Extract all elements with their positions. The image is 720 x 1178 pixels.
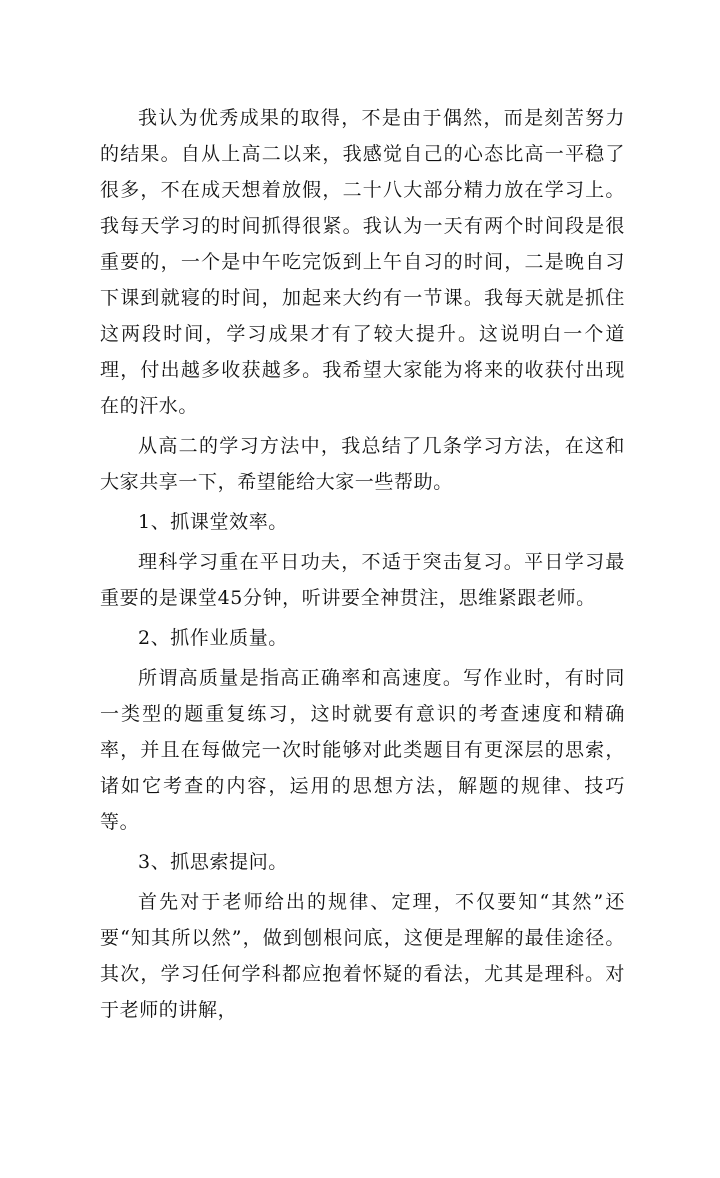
heading-classroom-efficiency: 1、抓课堂效率。 <box>138 511 288 533</box>
document-body <box>100 100 625 1032</box>
paragraph-methods-intro: 从高二的学习方法中，我总结了几条学习方法，在这和大家共享一下，希望能给大家一些帮助。 <box>100 435 625 493</box>
paragraph-classroom-efficiency: 理科学习重在平日功夫，不适于突击复习。平日学习最重要的是课堂45分钟，听讲要全神贯注，思维紧跟老师。 <box>100 551 625 609</box>
heading-thinking-questions: 3、抓思索提问。 <box>138 851 288 873</box>
paragraph-effort: 我认为优秀成果的取得，不是由于偶然，而是刻苦努力的结果。自从上高二以来，我感觉自己的心态比高一平稳了很多，不在成天想着放假，二十八大部分精力放在学习上。我每天学习的时间抓得很紧。我认为一天有两个时间段是很重要的，一个是中午吃完饭到上午自习的时间，二是晚自习下课到就寝的时间，加起来大约有一节课。我每天就是抓住这两段时间，学习成果才有了较大提升。这说明白一个道理，付出越多收获越多。我希望大家能为将来的收获付出现在的汗水。 <box>100 107 625 417</box>
paragraph-thinking-questions: 首先对于老师给出的规律、定理，不仅要知“其然”还要“知其所以然”，做到刨根问底，这便是理解的最佳途径。其次，学习任何学科都应抱着怀疑的看法，尤其是理科。对于老师的讲解， <box>100 891 625 1021</box>
heading-homework-quality: 2、抓作业质量。 <box>138 627 288 649</box>
paragraph-homework-quality: 所谓高质量是指高正确率和高速度。写作业时，有时同一类型的题重复练习，这时就要有意识的考查速度和精确率，并且在每做完一次时能够对此类题目有更深层的思索，诸如它考查的内容，运用的思想方法，解题的规律、技巧等。 <box>100 667 625 833</box>
